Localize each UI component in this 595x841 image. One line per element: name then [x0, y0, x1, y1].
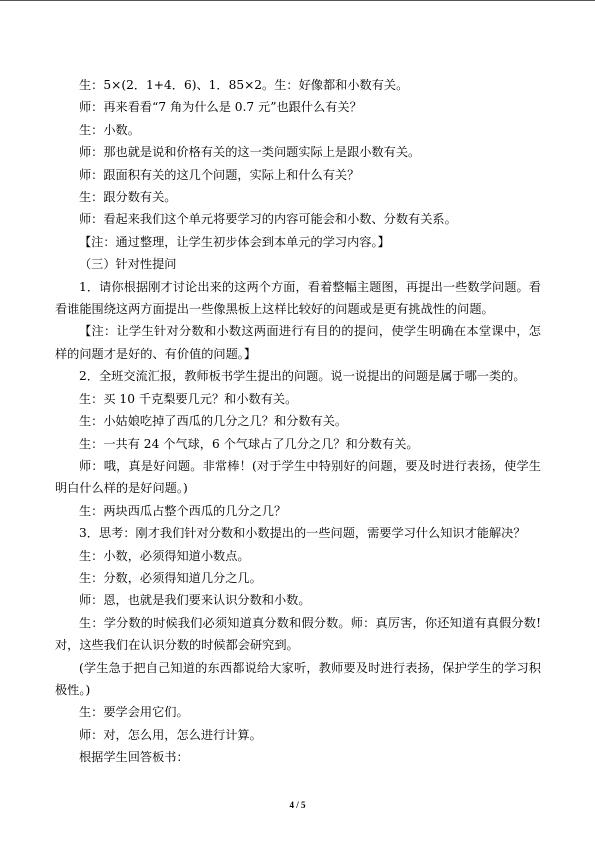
- paragraph-6: 生：跟分数有关。: [79, 190, 177, 205]
- paragraph-24: 师：对，怎么用，怎么进行计算。: [79, 727, 262, 742]
- paragraph-5: 师：跟面积有关的这几个问题，实际上和什么有关？: [79, 167, 360, 182]
- paragraph-task-1: 1．请你根据刚才讨论出来的这两个方面，看着整幅主题图，再提出一些数学问题。看看谁能围绕这两方面提出一些像黑板上这样比较好的问题或是更有挑战性的问题。: [55, 279, 541, 317]
- section-heading: （三）针对性提问: [79, 257, 177, 272]
- paragraph-16: 生：两块西瓜占整个西瓜的几分之几？: [79, 503, 287, 518]
- paragraph-15: 师：哦，真是好问题。非常棒！(对于学生中特别好的问题，要及时进行表扬，使学生明白什么样的是好问题。): [55, 458, 541, 496]
- paragraph-7: 师：看起来我们这个单元将要学习的内容可能会和小数、分数有关系。: [79, 212, 457, 227]
- paragraph-task-3: 3．思考：刚才我们针对分数和小数提出的一些问题，需要学习什么知识才能解决？: [79, 526, 526, 541]
- paragraph-21: 生：学分数的时候我们必须知道真分数和假分数。师：真厉害，你还知道有真假分数!对，这些我们在认识分数的时候都会研究到。: [55, 615, 541, 653]
- paragraph-14: 生：一共有 24 个气球，6 个气球占了几分之几？和分数有关。: [79, 436, 419, 451]
- paragraph-23: 生：要学会用它们。: [79, 705, 189, 720]
- paragraph-2: 师：再来看看“7 角为什么是 0.7 元”也跟什么有关？: [79, 100, 362, 115]
- paragraph-13: 生：小姑娘吃掉了西瓜的几分之几？和分数有关。: [79, 414, 348, 429]
- page-number: 4 / 5: [289, 800, 306, 810]
- document-body: [55, 74, 541, 769]
- header-rule: [0, 0, 595, 1]
- paragraph-1: 生：5×(2．1+4．6)、1．85×2。生：好像都和小数有关。: [79, 78, 409, 92]
- paragraph-22: (学生急于把自己知道的东西都说给大家听，教师要及时进行表扬，保护学生的学习积极性。): [55, 660, 541, 697]
- paragraph-task-2: 2．全班交流汇报，教师板书学生提出的问题。说一说提出的问题是属于哪一类的。: [79, 369, 526, 384]
- paragraph-3: 生：小数。: [79, 122, 140, 137]
- paragraph-4: 师：那也就是说和价格有关的这一类问题实际上是跟小数有关。: [79, 145, 421, 160]
- note-1: 【注：通过整理，让学生初步体会到本单元的学习内容。】: [79, 234, 390, 249]
- paragraph-25: 根据学生回答板书：: [79, 750, 189, 765]
- note-2: 【注：让学生针对分数和小数这两面进行有目的的提问，使学生明确在本堂课中，怎样的问题才是好的、有价值的问题。】: [55, 324, 541, 361]
- paragraph-18: 生：小数，必须得知道小数点。: [79, 548, 250, 563]
- paragraph-19: 生：分数，必须得知道几分之几。: [79, 570, 262, 585]
- paragraph-12: 生：买 10 千克梨要几元？和小数有关。: [79, 391, 298, 406]
- paragraph-20: 师：恩，也就是我们要来认识分数和小数。: [79, 593, 311, 608]
